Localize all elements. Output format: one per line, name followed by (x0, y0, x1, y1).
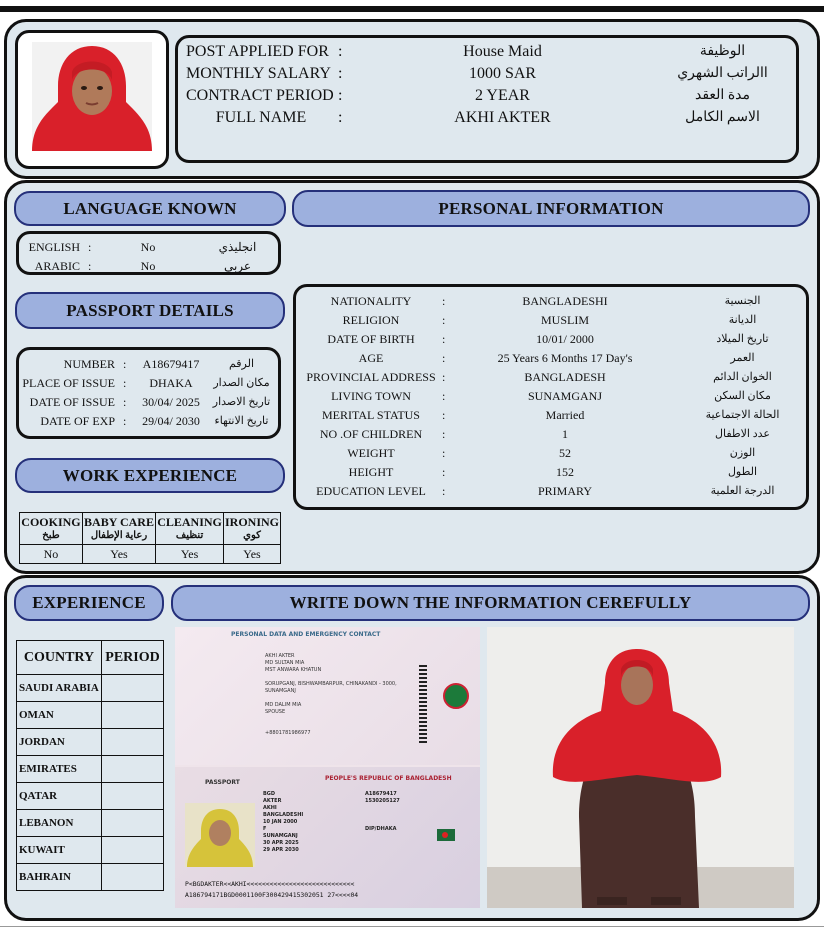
passport-colon: : (123, 357, 127, 371)
experience-row (17, 756, 164, 783)
header-colon: : (338, 87, 343, 104)
experience-period-cell (102, 729, 164, 756)
header-field-value: House Maid (463, 43, 542, 60)
experience-row (17, 783, 164, 810)
language-colon: : (88, 259, 92, 273)
work-skill-arabic: تنظيف (175, 529, 204, 541)
applicant-photo (32, 42, 152, 151)
header-colon: : (338, 65, 343, 82)
scan-surname: AKTER (263, 798, 282, 804)
personal-field-arabic: الوزن (729, 447, 756, 459)
passport-field-value: A18679417 (142, 357, 200, 371)
passport-mrz-line1: P<BGDAKTER<<AKHI<<<<<<<<<<<<<<<<<<<<<<<<<<<< (185, 880, 355, 888)
language-colon: : (88, 240, 92, 254)
top-rule (0, 6, 824, 12)
experience-period-cell (102, 756, 164, 783)
passport-doc-label: PASSPORT (205, 779, 240, 786)
personal-field-arabic: الخوان الدائم (713, 371, 772, 383)
work-title: WORK EXPERIENCE (15, 458, 285, 493)
personal-field-label: WEIGHT (347, 446, 395, 460)
passport-field-arabic: مكان الصدار (213, 377, 270, 389)
passport-field-value: DHAKA (149, 376, 193, 390)
scan-authority: DIP/DHAKA (365, 826, 397, 832)
period-column-header: PERIOD (102, 641, 164, 675)
experience-country: EMIRATES (17, 756, 102, 783)
personal-field-arabic: تاريخ الميلاد (716, 333, 769, 345)
write-info-title: WRITE DOWN THE INFORMATION CEREFULLY (171, 585, 810, 621)
personal-field-arabic: العمر (730, 352, 755, 364)
scan-nationality: BANGLADESHI (263, 812, 304, 818)
personal-field-label: NO .OF CHILDREN (319, 427, 423, 441)
passport-field-arabic: تاريخ الاصدار (212, 396, 271, 408)
experience-country: JORDAN (17, 729, 102, 756)
experience-period-cell (102, 837, 164, 864)
passport-data-page (175, 627, 480, 765)
experience-period-cell (102, 864, 164, 891)
passport-colon: : (123, 395, 127, 409)
work-skill-label: IRONING (225, 514, 280, 529)
passport-barcode (419, 665, 427, 745)
language-name: ARABIC (34, 259, 80, 273)
work-skill-header (82, 513, 155, 545)
header-colon: : (338, 43, 343, 60)
passport-scan-image (175, 627, 480, 908)
work-skill-arabic: طبخ (42, 529, 60, 541)
personal-field-value: PRIMARY (537, 484, 593, 498)
experience-country: BAHRAIN (17, 864, 102, 891)
personal-colon: : (442, 446, 446, 460)
personal-colon: : (442, 408, 446, 422)
language-arabic: عربي (223, 259, 252, 273)
scan-pob: SUNAMGANJ (263, 833, 298, 839)
scan-father: MD SULTAN MIA (265, 660, 305, 666)
experience-table (16, 640, 164, 891)
experience-period-cell (102, 675, 164, 702)
passport-field-label: NUMBER (63, 357, 115, 371)
personal-colon: : (442, 370, 446, 384)
experience-row (17, 864, 164, 891)
passport-field-label: DATE OF ISSUE (29, 395, 115, 409)
passport-colon: : (123, 376, 127, 390)
scan-phone: +8801781986977 (265, 730, 311, 736)
scan-mother: MST ANWARA KHATUN (265, 667, 322, 673)
personal-field-label: LIVING TOWN (331, 389, 411, 403)
header-field-label: CONTRACT PERIOD (186, 87, 334, 104)
personal-field-value: 25 Years 6 Months 17 Day's (497, 351, 633, 365)
work-experience-table (19, 512, 281, 564)
scan-personal-no: 1530205127 (365, 798, 400, 804)
bottom-rule (0, 926, 824, 927)
work-skill-header (224, 513, 281, 545)
personal-field-label: NATIONALITY (330, 294, 412, 308)
experience-country: KUWAIT (17, 837, 102, 864)
work-skill-header (156, 513, 224, 545)
personal-field-arabic: مكان السكن (714, 390, 771, 402)
country-column-header: COUNTRY (17, 641, 102, 675)
experience-row (17, 702, 164, 729)
work-skill-value: No (20, 545, 83, 564)
work-skill-arabic: رعاية الإطفال (90, 529, 148, 541)
personal-field-arabic: الجنسية (724, 295, 761, 307)
work-skill-label: BABY CARE (84, 514, 154, 529)
work-skill-label: COOKING (21, 514, 81, 529)
experience-row (17, 810, 164, 837)
passport-flag (437, 829, 455, 841)
language-name: ENGLISH (28, 240, 80, 254)
experience-country: QATAR (17, 783, 102, 810)
personal-field-arabic: الديانة (728, 314, 757, 326)
header-field-label: MONTHLY SALARY (186, 65, 331, 82)
personal-field-label: HEIGHT (348, 465, 394, 479)
experience-title: EXPERIENCE (14, 585, 164, 621)
passport-country-header: PEOPLE'S REPUBLIC OF BANGLADESH (325, 775, 452, 782)
work-skill-value: Yes (156, 545, 224, 564)
passport-title: PASSPORT DETAILS (15, 292, 285, 329)
work-skill-value: Yes (82, 545, 155, 564)
scan-contact: MD DALIM MIA (265, 702, 302, 708)
scan-code: BGD (263, 791, 276, 797)
scan-name: AKHI AKTER (265, 653, 295, 659)
work-skill-arabic: كوي (243, 529, 261, 541)
personal-field-value: 152 (556, 465, 574, 479)
personal-field-value: 10/01/ 2000 (536, 332, 594, 346)
passport-top-heading: PERSONAL DATA AND EMERGENCY CONTACT (231, 631, 381, 638)
experience-row (17, 675, 164, 702)
full-body-photo (487, 627, 794, 908)
passport-field-label: PLACE OF ISSUE (22, 376, 115, 390)
work-skill-value: Yes (224, 545, 281, 564)
experience-period-cell (102, 702, 164, 729)
scan-number: A18679417 (365, 791, 397, 797)
personal-title: PERSONAL INFORMATION (292, 190, 810, 227)
passport-field-arabic: الرقم (228, 358, 255, 370)
passport-colon: : (123, 414, 127, 428)
personal-field-value: BANGLADESH (524, 370, 606, 384)
scan-issue: 30 APR 2025 (263, 840, 299, 846)
personal-field-arabic: الدرجة العلمية (710, 485, 775, 497)
language-title: LANGUAGE KNOWN (14, 191, 286, 226)
header-field-arabic: االراتب الشهري (677, 66, 768, 81)
passport-field-label: DATE OF EXP (40, 414, 115, 428)
personal-field-value: BANGLADESHI (522, 294, 608, 308)
scan-expiry: 29 APR 2030 (263, 847, 299, 853)
passport-field-value: 30/04/ 2025 (142, 395, 200, 409)
passport-field-arabic: تاريخ الانتهاء (214, 415, 269, 427)
header-field-arabic: الاسم الكامل (685, 110, 760, 125)
passport-field-value: 29/04/ 2030 (142, 414, 200, 428)
personal-field-arabic: الحالة الاجتماعية (705, 409, 780, 421)
passport-red-seal (443, 683, 469, 709)
personal-field-label: PROVINCIAL ADDRESS (306, 370, 436, 384)
header-field-value: 2 YEAR (475, 87, 530, 104)
scan-sex: F (263, 826, 267, 832)
personal-field-arabic: عدد الاطفال (715, 428, 770, 440)
experience-period-cell (102, 783, 164, 810)
experience-country: OMAN (17, 702, 102, 729)
header-field-value: AKHI AKTER (454, 109, 551, 126)
personal-colon: : (442, 351, 446, 365)
passport-holder-photo (185, 803, 255, 867)
passport-mrz-line2: A186794171BGD0001100F300429415302051 27<<<<04 (185, 891, 359, 899)
header-colon: : (338, 109, 343, 126)
personal-field-label: RELIGION (342, 313, 400, 327)
personal-field-value: Married (545, 408, 585, 422)
personal-colon: : (442, 465, 446, 479)
experience-row (17, 729, 164, 756)
personal-colon: : (442, 313, 446, 327)
experience-row (17, 837, 164, 864)
personal-colon: : (442, 294, 446, 308)
scan-address: SORUPGANJ, BISHWAMBARPUR, CHINAKANDI - 3000, SUNAMGANJ (265, 681, 397, 694)
language-level: No (140, 259, 156, 273)
personal-colon: : (442, 332, 446, 346)
personal-field-value: 52 (559, 446, 571, 460)
header-field-label: FULL NAME (215, 109, 307, 126)
personal-field-label: DATE OF BIRTH (327, 332, 415, 346)
personal-field-value: MUSLIM (540, 313, 589, 327)
passport-photo-page (175, 767, 480, 908)
language-arabic: انجليذي (218, 240, 257, 254)
scan-dob: 10 JAN 2000 (263, 819, 298, 825)
experience-country: SAUDI ARABIA (17, 675, 102, 702)
experience-period-cell (102, 810, 164, 837)
personal-colon: : (442, 484, 446, 498)
scan-given: AKHI (263, 805, 277, 811)
personal-field-label: AGE (358, 351, 384, 365)
scan-relationship: SPOUSE (265, 709, 286, 715)
personal-field-label: EDUCATION LEVEL (316, 484, 426, 498)
personal-colon: : (442, 389, 446, 403)
work-skill-label: CLEANING (157, 514, 222, 529)
language-level: No (140, 240, 156, 254)
personal-field-arabic: الطول (727, 466, 758, 478)
header-field-value: 1000 SAR (468, 65, 537, 82)
personal-field-label: MERITAL STATUS (322, 408, 420, 422)
personal-colon: : (442, 427, 446, 441)
experience-country: LEBANON (17, 810, 102, 837)
personal-field-value: SUNAMGANJ (527, 389, 602, 403)
header-field-arabic: الوظيفة (699, 44, 746, 59)
personal-field-value: 1 (562, 427, 568, 441)
work-skill-header (20, 513, 83, 545)
header-field-arabic: مدة العقد (694, 88, 751, 103)
header-field-label: POST APPLIED FOR (186, 43, 329, 60)
